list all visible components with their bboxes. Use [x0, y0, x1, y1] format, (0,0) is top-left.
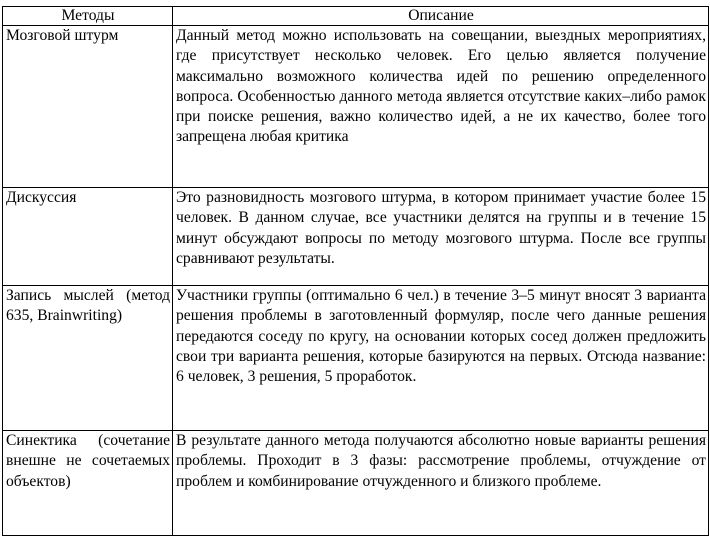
description-cell: Это разновидность мозгового штурма, в котором принимает участие более 15 человек. В данном случае, все участники делятся на группы и в течение 15 минут обсуждают вопросы по методу мозгового штурма. После все группы сравнивают результаты. [173, 188, 709, 286]
table-row [3, 26, 709, 188]
header-methods: Методы [3, 7, 173, 26]
method-cell: Мозговой штурм [3, 26, 173, 188]
header-description: Описание [173, 7, 709, 26]
table-header-row [3, 7, 709, 26]
method-cell: Дискуссия [3, 188, 173, 286]
method-cell: Синектика (сочетание внешне не сочетаемых объектов) [3, 431, 173, 536]
table-row [3, 431, 709, 536]
description-cell: В результате данного метода получаются абсолютно новые варианты решения проблемы. Проходит в 3 фазы: рассмотрение проблемы, отчуждение от проблем и комбинирование отчужденного и близкого проблеме. [173, 431, 709, 536]
description-cell: Данный метод можно использовать на совещании, выездных мероприятиях, где присутствует несколько человек. Его целью является получение максимально возможного количества идей по решению определенного вопроса. Особенностью данного метода является отсутствие каких–либо рамок при поиске решения, важно количество идей, а не их качество, более того запрещена любая критика [173, 26, 709, 188]
method-cell: Запись мыслей (метод 635, Brainwriting) [3, 286, 173, 431]
description-cell: Участники группы (оптимально 6 чел.) в течение 3–5 минут вносят 3 варианта решения проблемы в заготовленный формуляр, после чего данные решения передаются соседу по кругу, на основании которых сосед должен предложить свои три варианта решения, которые базируются на первых. Отсюда название: 6 человек, 3 решения, 5 проработок. [173, 286, 709, 431]
methods-table [2, 6, 709, 536]
table-row [3, 188, 709, 286]
table-row [3, 286, 709, 431]
